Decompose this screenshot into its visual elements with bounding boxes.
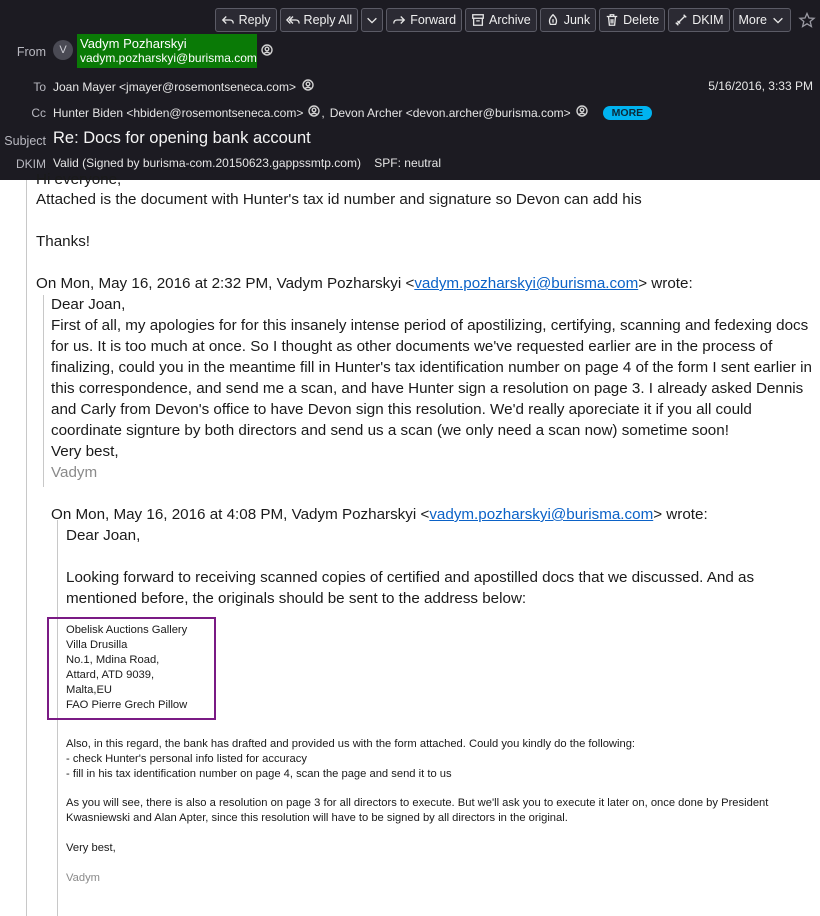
forward-button[interactable] — [386, 8, 462, 32]
mailing-address — [66, 623, 187, 713]
chevron-down-icon — [771, 13, 785, 27]
instructions-intro: Also, in this regard, the bank has drafted and provided us with the form attached. Could you kindly do the following: — [66, 738, 636, 750]
dkim-status — [53, 156, 441, 170]
quote-paragraph: First of all, my apologies for for this insanely intense period of apostilizing, certifying, scanning and fedexing docs for us. It is too much at once. So I thought as other documents we've requested earlier are in the process of finalizing, could you in the meantime fill in Hunter's tax identification number on page 4 of the form I sent earlier in this correspondence, and send me a scan, and have Hunter sign a resolution on page 3. I already asked Dennis and Carly from Devon's office to have Devon sign this resolution. We'd really aporeciate it if you all could coordinate signture by both directors and send us a scan (we only need a scan now) sometime soon! — [51, 317, 812, 439]
attribution-prefix: On Mon, May 16, 2016 at 2:32 PM, Vadym Pozharskyi < — [36, 275, 415, 292]
chevron-down-icon — [365, 13, 379, 27]
archive-label: Archive — [489, 13, 531, 27]
quote-signature: Vadym — [51, 464, 98, 481]
delete-button[interactable] — [599, 8, 665, 32]
dkim-icon — [674, 13, 688, 27]
add-contact-icon[interactable] — [308, 105, 320, 120]
message-toolbar — [215, 8, 816, 32]
closing: Very best, — [66, 842, 116, 854]
message-body — [0, 171, 820, 916]
address-line: Villa Drusilla — [66, 639, 128, 651]
quote-bar — [26, 180, 27, 916]
reply-icon — [221, 13, 235, 27]
quote-bar — [43, 295, 44, 487]
star-icon — [799, 12, 815, 28]
reply-all-label: Reply All — [303, 13, 353, 27]
instruction-item: - check Hunter's personal info listed for accuracy — [66, 753, 307, 765]
to-label: To — [33, 80, 46, 94]
quoted-message — [51, 294, 816, 483]
from-name: Vadym Pozharskyi — [80, 36, 187, 51]
cc-label: Cc — [31, 106, 46, 120]
dkim-label: DKIM — [692, 13, 724, 27]
quote-greeting: Dear Joan, — [66, 527, 141, 544]
dkim-value: Valid (Signed by burisma-com.20150623.gappssmtp.com) — [53, 156, 361, 170]
message-date: 5/16/2016, 3:33 PM — [708, 79, 813, 93]
address-line: No.1, Mdina Road, — [66, 654, 160, 666]
attribution-suffix: > wrote: — [653, 506, 708, 523]
resolution-text: As you will see, there is also a resolution on page 3 for all directors to execute. But we'll ask you to execute it later on, once done by President Kwasniewski and Alan Apter, since this resolution will have to be signed by all directors in the original. — [66, 797, 769, 824]
subject-label: Subject — [4, 134, 46, 148]
reply-all-icon — [286, 13, 300, 27]
quote-attribution — [36, 273, 693, 294]
more-label: More — [738, 13, 767, 27]
address-line: Obelisk Auctions Gallery — [66, 624, 188, 636]
body-text: Thanks! — [36, 233, 91, 250]
email-link[interactable]: vadym.pozharskyi@burisma.com — [414, 275, 639, 292]
instructions — [66, 737, 811, 782]
delete-label: Delete — [623, 13, 660, 27]
to-recipients — [53, 79, 314, 94]
email-link[interactable]: vadym.pozharskyi@burisma.com — [429, 506, 654, 523]
archive-button[interactable] — [465, 8, 537, 32]
subject: Re: Docs for opening bank account — [53, 129, 311, 147]
quote-closing: Very best, — [51, 443, 119, 460]
spf-status: SPF: neutral — [374, 156, 441, 170]
message-header — [0, 0, 820, 180]
more-recipients-badge[interactable]: MORE — [603, 106, 653, 120]
resolution-note — [66, 796, 811, 826]
add-contact-icon[interactable] — [302, 79, 314, 94]
reply-all-dropdown[interactable] — [361, 8, 383, 32]
dkim-label: DKIM — [16, 157, 46, 171]
dkim-button[interactable] — [668, 8, 729, 32]
quote-greeting: Dear Joan, — [51, 296, 126, 313]
to-recipient[interactable]: Joan Mayer <jmayer@rosemontseneca.com> — [53, 79, 296, 94]
attribution-prefix: On Mon, May 16, 2016 at 4:08 PM, Vadym Pozharskyi < — [51, 506, 430, 523]
star-button[interactable] — [798, 8, 816, 32]
cc-separator: , — [321, 105, 325, 120]
avatar: V — [53, 40, 73, 60]
cc-recipients — [53, 105, 652, 120]
from-sender[interactable] — [77, 34, 257, 68]
attribution-suffix: > wrote: — [638, 275, 693, 292]
junk-icon — [546, 13, 560, 27]
junk-button[interactable] — [540, 8, 596, 32]
forward-label: Forward — [410, 13, 457, 27]
address-line: Attard, ATD 9039, — [66, 669, 155, 681]
add-contact-icon[interactable] — [261, 43, 273, 61]
from-label: From — [16, 45, 46, 59]
address-line: FAO Pierre Grech Pillow — [66, 699, 188, 711]
quote-paragraph: Looking forward to receiving scanned copies of certified and apostilled docs that we discussed. And as mentioned before, the originals should be sent to the address below: — [66, 569, 755, 607]
quote-attribution — [51, 504, 708, 525]
forward-icon — [392, 13, 406, 27]
cc-recipient-1[interactable]: Hunter Biden <hbiden@rosemontseneca.com> — [53, 105, 304, 120]
add-contact-icon[interactable] — [576, 105, 588, 120]
cc-recipient-2[interactable]: Devon Archer <devon.archer@burisma.com> — [329, 105, 571, 120]
reply-button[interactable] — [215, 8, 277, 32]
from-email: vadym.pozharskyi@burisma.com — [80, 51, 257, 65]
quoted-message — [66, 525, 806, 609]
instruction-item: - fill in his tax identification number on page 4, scan the page and send it to us — [66, 768, 452, 780]
reply-label: Reply — [238, 13, 271, 27]
trash-icon — [605, 13, 619, 27]
greeting-line: Hi everyone, — [36, 171, 122, 188]
address-line: Malta,EU — [66, 684, 113, 696]
archive-icon — [471, 13, 485, 27]
signature: Vadym — [66, 872, 100, 884]
more-button[interactable] — [733, 8, 791, 32]
reply-all-button[interactable] — [280, 8, 359, 32]
body-text: Attached is the document with Hunter's tax id number and signature so Devon can add his — [36, 191, 642, 208]
junk-label: Junk — [563, 13, 591, 27]
